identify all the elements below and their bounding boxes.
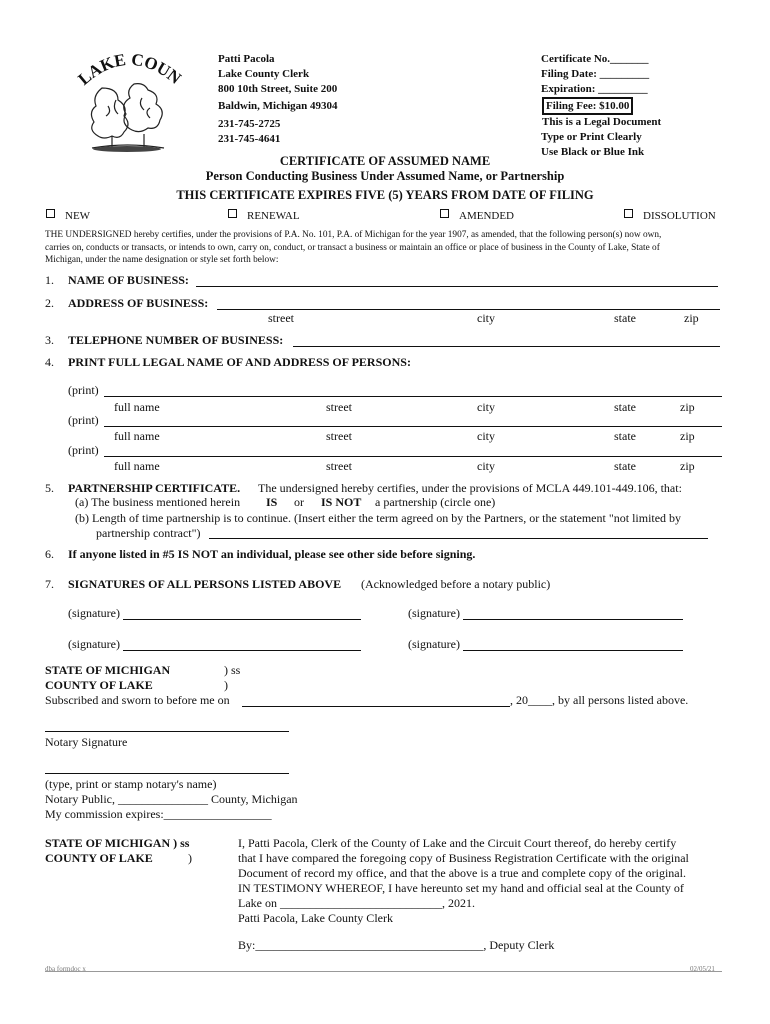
notary-name-label: (type, print or stamp notary's name) bbox=[45, 777, 217, 791]
deputy-clerk-line[interactable]: By:______________________________________, Deputy Clerk bbox=[238, 938, 555, 952]
city-caption: city bbox=[477, 459, 495, 473]
clerk-cert-line1: I, Patti Pacola, Clerk of the County of Lake and the Circuit Court thereof, do hereby certify bbox=[238, 836, 677, 850]
option-new[interactable] bbox=[46, 209, 90, 222]
person-field-3[interactable] bbox=[104, 456, 722, 457]
or-text: or bbox=[294, 495, 304, 509]
state-caption: state bbox=[614, 459, 636, 473]
sworn-date-field[interactable] bbox=[242, 706, 510, 707]
business-address-field[interactable] bbox=[217, 309, 720, 310]
checkbox-icon[interactable] bbox=[440, 209, 449, 218]
street-caption: street bbox=[326, 459, 352, 473]
footer-divider bbox=[45, 971, 722, 972]
checkbox-icon[interactable] bbox=[46, 209, 55, 218]
clerk-phone1: 231-745-2725 bbox=[218, 118, 281, 130]
partnership-a-tail: a partnership (circle one) bbox=[375, 495, 496, 509]
street-caption: street bbox=[268, 311, 294, 325]
partnership-text: The undersigned hereby certifies, under the provisions of MCLA 449.101-449.106, that: bbox=[258, 481, 682, 495]
notary-name-field[interactable] bbox=[45, 773, 289, 774]
print-label: (print) bbox=[68, 413, 99, 427]
business-address-label: ADDRESS OF BUSINESS: bbox=[68, 296, 209, 310]
clerk-cert-county: COUNTY OF LAKE bbox=[45, 851, 153, 865]
signature-field-2[interactable] bbox=[463, 619, 683, 620]
full-name-caption: full name bbox=[114, 400, 160, 414]
street-caption: street bbox=[326, 400, 352, 414]
title-line2: Person Conducting Business Under Assumed Name, or Partnership bbox=[205, 169, 565, 183]
item-number: 6. bbox=[45, 547, 54, 561]
option-dissolution-label: DISSOLUTION bbox=[643, 210, 716, 222]
print-label: (print) bbox=[68, 443, 99, 457]
city-caption: city bbox=[477, 311, 495, 325]
option-renewal-label: RENEWAL bbox=[247, 210, 300, 222]
clerk-phone2: 231-745-4641 bbox=[218, 133, 281, 145]
notary-paren: ) bbox=[224, 678, 228, 692]
subscribed-text: Subscribed and sworn to before me on bbox=[45, 693, 230, 707]
business-name-field[interactable] bbox=[196, 286, 718, 287]
notary-state: STATE OF MICHIGAN bbox=[45, 663, 171, 677]
clerk-name: Patti Pacola bbox=[218, 53, 275, 65]
intro-paragraph bbox=[45, 229, 661, 267]
notary-ss: ) ss bbox=[224, 663, 241, 677]
zip-caption: zip bbox=[680, 459, 695, 473]
title-line1: CERTIFICATE OF ASSUMED NAME bbox=[279, 154, 491, 168]
signature-label: (signature) bbox=[68, 606, 120, 620]
footer-date: 02/05/21 bbox=[690, 965, 715, 973]
partnership-label: PARTNERSHIP CERTIFICATE. bbox=[68, 481, 241, 495]
full-name-caption: full name bbox=[114, 459, 160, 473]
intro-line1: THE UNDERSIGNED hereby certifies, under the provisions of P.A. No. 101, P.A. of Michigan for the year 1907, as amended, that the following person(s) now own, bbox=[45, 230, 662, 240]
subscribed-year-text: , 20____, by all persons listed above. bbox=[510, 693, 689, 707]
full-name-caption: full name bbox=[114, 429, 160, 443]
signature-field-3[interactable] bbox=[123, 650, 361, 651]
notary-county: COUNTY OF LAKE bbox=[45, 678, 153, 692]
state-caption: state bbox=[614, 311, 636, 325]
ink-note: Use Black or Blue Ink bbox=[541, 146, 645, 158]
title-line3: THIS CERTIFICATE EXPIRES FIVE (5) YEARS FROM DATE OF FILING bbox=[176, 188, 594, 202]
person-field-2[interactable] bbox=[104, 426, 722, 427]
clerk-block bbox=[218, 52, 338, 147]
clerk-cert-line6: Patti Pacola, Lake County Clerk bbox=[238, 911, 393, 925]
street-caption: street bbox=[326, 429, 352, 443]
option-dissolution[interactable] bbox=[624, 209, 716, 222]
clerk-cert-line3: Document of record my office, and that the above is a true and complete copy of the original. bbox=[238, 866, 686, 880]
commission-line[interactable]: My commission expires:__________________ bbox=[45, 807, 272, 821]
state-caption: state bbox=[614, 400, 636, 414]
intro-line3: Michigan, under the name designation or style set forth below: bbox=[45, 255, 279, 265]
business-name-label: NAME OF BUSINESS: bbox=[68, 273, 189, 287]
person-field-1[interactable] bbox=[104, 396, 722, 397]
item-number: 7. bbox=[45, 577, 54, 591]
option-amended[interactable] bbox=[440, 209, 514, 222]
notary-signature-label: Notary Signature bbox=[45, 735, 128, 749]
clerk-cert-paren: ) bbox=[188, 851, 192, 865]
intro-line2: carries on, conducts or transacts, or intends to own, carry on, conduct, or transact a business or maintain an office or place of business in the County of Lake, State of bbox=[45, 242, 660, 253]
telephone-field[interactable] bbox=[293, 346, 720, 347]
zip-caption: zip bbox=[684, 311, 699, 325]
signature-field-1[interactable] bbox=[123, 619, 361, 620]
city-caption: city bbox=[477, 400, 495, 414]
partnership-b-text: (b) Length of time partnership is to continue. (Insert either the term agreed on by the Partners, or the statement "not limited by bbox=[75, 511, 682, 525]
clerk-address-line2: Baldwin, Michigan 49304 bbox=[218, 100, 338, 112]
certificate-no: Certificate No._______ bbox=[541, 53, 649, 65]
is-not-option[interactable]: IS NOT bbox=[321, 495, 362, 509]
signatures-note: (Acknowledged before a notary public) bbox=[361, 577, 551, 591]
option-amended-label: AMENDED bbox=[459, 210, 514, 222]
notary-public-line[interactable]: Notary Public, _______________ County, Michigan bbox=[45, 792, 298, 806]
filing-fee: Filing Fee: $10.00 bbox=[542, 97, 633, 115]
lake-county-logo bbox=[72, 48, 182, 158]
clerk-cert-line5: Lake on ___________________________, 2021. bbox=[238, 896, 475, 910]
clerk-cert-line2: that I have compared the foregoing copy of Business Registration Certificate with the original bbox=[238, 851, 689, 865]
legal-document-note: This is a Legal Document bbox=[542, 116, 662, 128]
clerk-title: Lake County Clerk bbox=[218, 68, 310, 80]
zip-caption: zip bbox=[680, 429, 695, 443]
expiration: Expiration: _________ bbox=[541, 83, 648, 95]
persons-label: PRINT FULL LEGAL NAME OF AND ADDRESS OF PERSONS: bbox=[68, 355, 411, 369]
zip-caption: zip bbox=[680, 400, 695, 414]
partnership-length-field[interactable] bbox=[209, 538, 708, 539]
filing-info-block bbox=[541, 52, 661, 160]
item-six-text: If anyone listed in #5 IS NOT an individual, please see other side before signing. bbox=[68, 547, 476, 561]
item-number: 5. bbox=[45, 481, 54, 495]
notary-signature-field[interactable] bbox=[45, 731, 289, 732]
item-number: 3. bbox=[45, 333, 54, 347]
footer-file-name: dba formdoc x bbox=[45, 965, 86, 973]
signatures-label: SIGNATURES OF ALL PERSONS LISTED ABOVE bbox=[68, 577, 342, 591]
telephone-label: TELEPHONE NUMBER OF BUSINESS: bbox=[68, 333, 284, 347]
clerk-cert-line4: IN TESTIMONY WHEREOF, I have hereunto set my hand and official seal at the County of bbox=[238, 881, 684, 895]
clerk-cert-paragraph bbox=[238, 836, 689, 926]
signature-label: (signature) bbox=[68, 637, 120, 651]
logo-emblem-icon bbox=[72, 48, 182, 158]
item-number: 2. bbox=[45, 296, 54, 310]
option-renewal[interactable] bbox=[228, 209, 300, 222]
filing-date: Filing Date: _________ bbox=[541, 68, 650, 80]
clerk-cert-state: STATE OF MICHIGAN ) ss bbox=[45, 836, 190, 850]
state-caption: state bbox=[614, 429, 636, 443]
signature-field-4[interactable] bbox=[463, 650, 683, 651]
clerk-address-line1: 800 10th Street, Suite 200 bbox=[218, 83, 338, 95]
page-title bbox=[0, 154, 770, 203]
type-print-note: Type or Print Clearly bbox=[541, 131, 642, 143]
signature-label: (signature) bbox=[408, 637, 460, 651]
city-caption: city bbox=[477, 429, 495, 443]
checkbox-icon[interactable] bbox=[228, 209, 237, 218]
signature-label: (signature) bbox=[408, 606, 460, 620]
option-new-label: NEW bbox=[65, 210, 91, 222]
item-number: 1. bbox=[45, 273, 54, 287]
item-number: 4. bbox=[45, 355, 54, 369]
partnership-b-text2: partnership contract") bbox=[96, 526, 201, 540]
is-option[interactable]: IS bbox=[266, 495, 278, 509]
svg-text:LAKE COUNTY: LAKE COU bbox=[74, 49, 174, 89]
print-label: (print) bbox=[68, 383, 99, 397]
checkbox-icon[interactable] bbox=[624, 209, 633, 218]
partnership-a-text: (a) The business mentioned herein bbox=[75, 495, 241, 509]
